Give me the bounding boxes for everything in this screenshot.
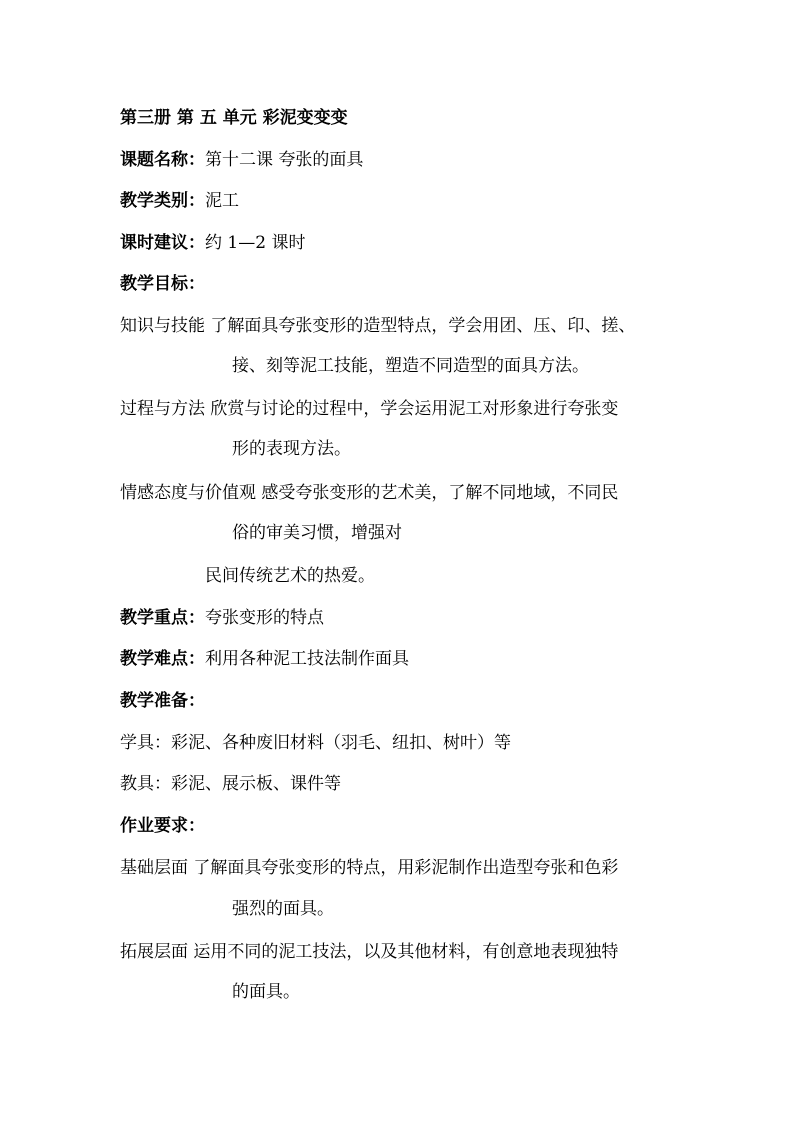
extended-level-label: 拓展层面 <box>120 942 188 962</box>
knowledge-text: 了解面具夸张变形的造型特点，学会用团、压、印、搓、 <box>205 316 636 336</box>
basic-level-text: 了解面具夸张变形的特点，用彩泥制作出造型夸张和色彩 <box>188 858 619 878</box>
emotion-text: 感受夸张变形的艺术美，了解不同地域，不同民 <box>256 483 619 503</box>
goals-heading: 教学目标： <box>120 274 205 294</box>
basic-level-row <box>120 856 618 880</box>
lesson-name-value: 第十二课 夸张的面具 <box>205 150 364 170</box>
lesson-name-label: 课题名称： <box>120 150 205 170</box>
unit-title: 第三册 第 五 单元 彩泥变变变 <box>120 108 348 128</box>
process-text-continued: 形的表现方法。 <box>232 439 351 459</box>
hours-label: 课时建议： <box>120 233 205 253</box>
basic-level-text-continued: 强烈的面具。 <box>232 899 334 919</box>
key-point-label: 教学重点： <box>120 608 205 628</box>
emotion-text-final: 民间传统艺术的热爱。 <box>205 566 375 586</box>
difficulty-label: 教学难点： <box>120 649 205 669</box>
hours-row <box>120 231 305 255</box>
process-row <box>120 397 618 421</box>
extended-level-text-continued: 的面具。 <box>232 982 300 1002</box>
knowledge-text-continued: 接、刻等泥工技能，塑造不同造型的面具方法。 <box>232 356 589 376</box>
key-point-row <box>120 606 324 630</box>
basic-level-label: 基础层面 <box>120 858 188 878</box>
category-row <box>120 189 239 213</box>
key-point-value: 夸张变形的特点 <box>205 608 324 628</box>
preparation-heading: 教学准备： <box>120 691 205 711</box>
category-value: 泥工 <box>205 191 239 211</box>
difficulty-value: 利用各种泥工技法制作面具 <box>205 649 409 669</box>
knowledge-row <box>120 314 635 338</box>
hours-value: 约 1—2 课时 <box>205 233 306 253</box>
category-label: 教学类别： <box>120 191 205 211</box>
extended-level-text: 运用不同的泥工技法，以及其他材料，有创意地表现独特 <box>188 942 619 962</box>
knowledge-label: 知识与技能 <box>120 316 205 336</box>
extended-level-row <box>120 940 618 964</box>
emotion-text-continued: 俗的审美习惯，增强对 <box>232 523 402 543</box>
student-materials: 学具：彩泥、各种废旧材料（羽毛、纽扣、树叶）等 <box>120 733 511 753</box>
teacher-materials: 教具：彩泥、展示板、课件等 <box>120 774 341 794</box>
process-label: 过程与方法 <box>120 399 205 419</box>
process-text: 欣赏与讨论的过程中，学会运用泥工对形象进行夸张变 <box>205 399 619 419</box>
homework-heading: 作业要求： <box>120 816 205 836</box>
difficulty-row <box>120 647 409 671</box>
emotion-row <box>120 481 618 505</box>
lesson-name-row <box>120 148 363 172</box>
emotion-label: 情感态度与价值观 <box>120 483 256 503</box>
